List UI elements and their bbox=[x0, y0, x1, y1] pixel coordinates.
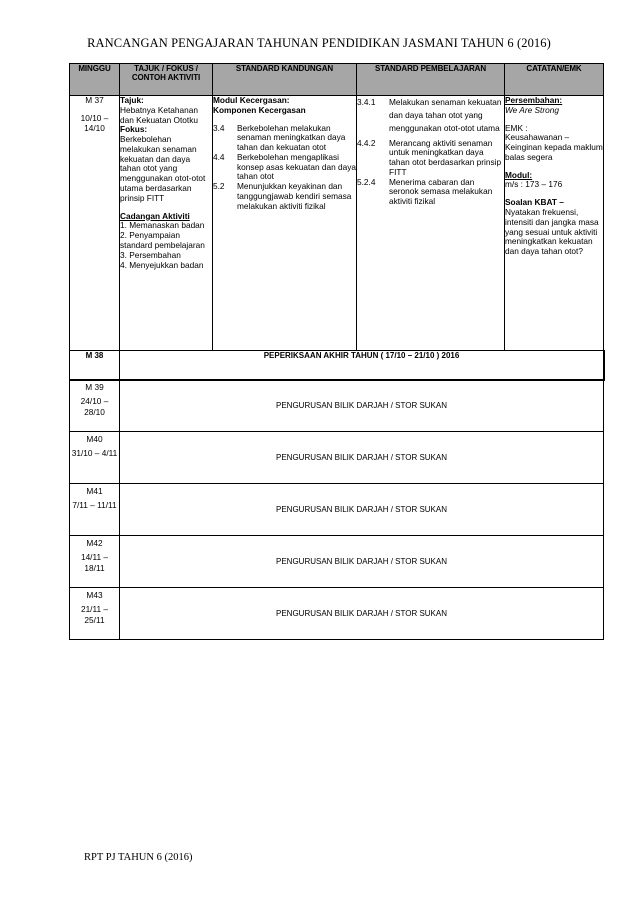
week-cell bbox=[70, 432, 120, 484]
week-label: M 38 bbox=[70, 351, 120, 380]
table-row bbox=[70, 484, 604, 536]
sk-num: 4.4 bbox=[213, 151, 225, 162]
catatan-cell bbox=[505, 96, 604, 351]
modul-title: Modul Kecergasan: bbox=[213, 95, 290, 105]
emk-label: EMK : bbox=[505, 122, 528, 133]
exam-text: PEPERIKSAAN AKHIR TAHUN ( 17/10 – 21/10 ) 2016 bbox=[120, 351, 604, 380]
week-dates: 21/11 – 25/11 bbox=[80, 604, 109, 625]
week-label: M40 bbox=[86, 434, 103, 444]
sk-text: Menunjukkan keyakinan dan tanggungjawab kendiri semasa melakukan aktiviti fizikal bbox=[237, 181, 352, 211]
persembahan-text: We Are Strong bbox=[505, 104, 559, 115]
week-cell bbox=[70, 588, 120, 640]
week-cell bbox=[70, 536, 120, 588]
sp-text: Merancang aktiviti senaman untuk meningkatkan daya tahan otot berdasarkan prinsip FITT bbox=[389, 137, 502, 177]
sp-text: Melakukan senaman kekuatan dan daya tahan otot yang menggunakan otot-otot utama bbox=[389, 97, 502, 133]
tajuk-label: Tajuk: bbox=[120, 95, 144, 105]
sp-num: 3.4.1 bbox=[357, 97, 376, 107]
cadangan-item: 3. Persembahan bbox=[120, 249, 181, 260]
modul-label: Modul: bbox=[505, 169, 533, 180]
sk-text: Berkebolehan mengaplikasi konsep asas kekuatan dan daya tahan otot bbox=[237, 151, 357, 182]
sp-item bbox=[357, 139, 504, 178]
tajuk-cell bbox=[120, 96, 213, 351]
fokus-label: Fokus: bbox=[120, 124, 148, 135]
document-footer: RPT PJ TAHUN 6 (2016) bbox=[84, 852, 193, 863]
week-dates: 10/10 – 14/10 bbox=[80, 112, 109, 133]
management-text: PENGURUSAN BILIK DARJAH / STOR SUKAN bbox=[120, 588, 604, 640]
col-header-standard-kandungan: STANDARD KANDUNGAN bbox=[213, 64, 357, 96]
management-text: PENGURUSAN BILIK DARJAH / STOR SUKAN bbox=[120, 380, 604, 432]
sk-item bbox=[213, 124, 356, 153]
week-cell bbox=[70, 96, 120, 351]
table-row bbox=[70, 536, 604, 588]
komponen-title: Komponen Kecergasan bbox=[213, 104, 306, 115]
sp-num: 4.4.2 bbox=[357, 137, 376, 148]
sk-item bbox=[213, 182, 356, 211]
persembahan-label: Persembahan: bbox=[505, 95, 563, 105]
table-row bbox=[70, 588, 604, 640]
week-dates: 24/10 – 28/10 bbox=[80, 396, 109, 417]
week-label: M41 bbox=[86, 486, 103, 496]
management-text: PENGURUSAN BILIK DARJAH / STOR SUKAN bbox=[120, 484, 604, 536]
rpt-table bbox=[69, 63, 604, 640]
document-title: RANCANGAN PENGAJARAN TAHUNAN PENDIDIKAN JASMANI TAHUN 6 (2016) bbox=[87, 36, 551, 50]
cadangan-item: 2. Penyampaian standard pembelajaran bbox=[120, 230, 205, 250]
cadangan-label: Cadangan Aktiviti bbox=[120, 210, 190, 221]
week-cell bbox=[70, 484, 120, 536]
week-label: M 39 bbox=[85, 382, 104, 392]
sk-item bbox=[213, 153, 356, 182]
kbat-text: Nyatakan frekuensi, intensiti dan jangka masa yang sesuai untuk aktiviti meningkatkan kekuatan dan daya tahan otot? bbox=[505, 207, 599, 257]
week-dates: 7/11 – 11/11 bbox=[72, 500, 117, 511]
sp-text: Menerima cabaran dan seronok semasa melakukan aktiviti fizikal bbox=[389, 176, 493, 207]
table-row bbox=[70, 432, 604, 484]
sp-num: 5.2.4 bbox=[357, 176, 376, 187]
sk-num: 3.4 bbox=[213, 122, 225, 133]
col-header-tajuk: TAJUK / FOKUS / CONTOH AKTIVITI bbox=[120, 64, 213, 96]
table-row-m37 bbox=[70, 96, 604, 351]
management-text: PENGURUSAN BILIK DARJAH / STOR SUKAN bbox=[120, 432, 604, 484]
table-row-m38 bbox=[70, 351, 604, 380]
table-header-row bbox=[70, 64, 604, 96]
col-header-minggu: MINGGU bbox=[70, 64, 120, 96]
tajuk-text: Hebatnya Ketahanan dan Kekuatan Ototku bbox=[120, 104, 198, 125]
week-dates: 31/10 – 4/11 bbox=[71, 448, 118, 459]
col-header-catatan: CATATAN/EMK bbox=[505, 64, 604, 96]
kbat-label: Soalan KBAT – bbox=[505, 197, 564, 208]
table-row bbox=[70, 380, 604, 432]
col-header-standard-pembelajaran: STANDARD PEMBELAJARAN bbox=[357, 64, 505, 96]
week-dates: 14/11 – 18/11 bbox=[80, 552, 109, 573]
cadangan-item: 4. Menyejukkan badan bbox=[120, 259, 204, 270]
cadangan-item: 1. Memanaskan badan bbox=[120, 220, 205, 231]
modul-text: m/s : 173 – 176 bbox=[505, 179, 563, 190]
week-label: M43 bbox=[86, 590, 103, 600]
sk-num: 5.2 bbox=[213, 181, 225, 192]
standard-kandungan-cell bbox=[213, 96, 357, 351]
week-label: M42 bbox=[86, 538, 103, 548]
sp-item bbox=[357, 96, 504, 135]
sp-item bbox=[357, 178, 504, 207]
sk-text: Berkebolehan melakukan senaman meningkatkan daya tahan dan kekuatan otot bbox=[237, 122, 346, 153]
week-cell bbox=[70, 380, 120, 432]
week-label: M 37 bbox=[85, 95, 104, 105]
management-text: PENGURUSAN BILIK DARJAH / STOR SUKAN bbox=[120, 536, 604, 588]
fokus-text: Berkebolehan melakukan senaman kekuatan dan daya tahan otot yang menggunakan otot-otot utama berdasarkan prinsip FITT bbox=[120, 134, 206, 203]
emk-text: Keusahawanan – Keinginan kepada maklum balas segera bbox=[505, 132, 603, 162]
standard-pembelajaran-cell bbox=[357, 96, 505, 351]
